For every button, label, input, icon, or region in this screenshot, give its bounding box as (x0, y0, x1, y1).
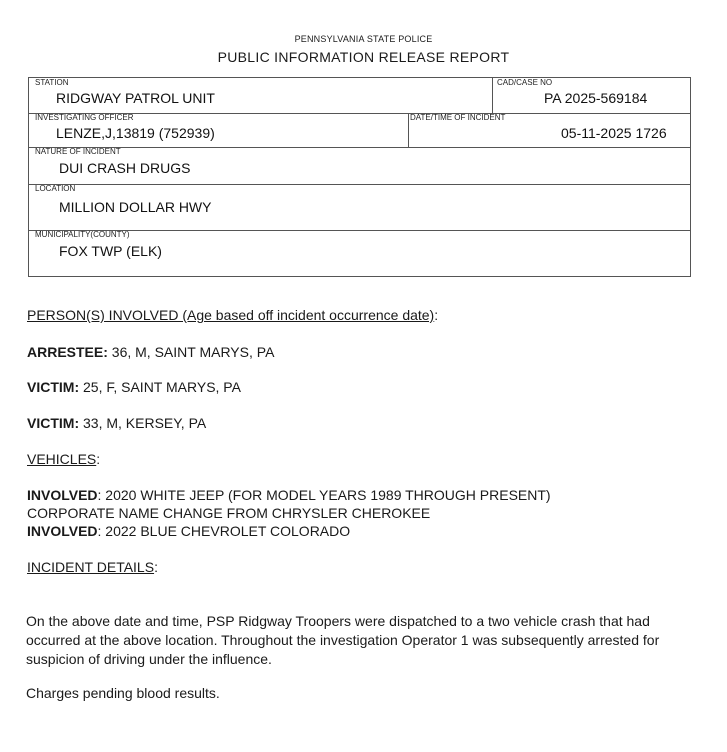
officer-label: INVESTIGATING OFFICER (35, 113, 134, 122)
location-value: MILLION DOLLAR HWY (59, 199, 212, 215)
report-title: PUBLIC INFORMATION RELEASE REPORT (217, 49, 510, 65)
arrestee-line (27, 344, 274, 361)
datetime-value: 05-11-2025 1726 (561, 125, 667, 141)
incident-info-form (28, 77, 691, 277)
station-label: STATION (35, 78, 69, 87)
column-divider (492, 78, 493, 113)
vehicle-involved-label: INVOLVED (27, 487, 98, 503)
vehicle-1-value: : 2020 WHITE JEEP (FOR MODEL YEARS 1989 THROUGH PRESENT) (97, 487, 551, 503)
nature-value: DUI CRASH DRUGS (59, 160, 191, 176)
vehicle-line-2 (27, 523, 350, 540)
victim-line-1 (27, 379, 241, 396)
details-heading: INCIDENT DETAILS (27, 559, 155, 575)
victim-label: VICTIM: (27, 379, 80, 395)
municipality-label: MUNICIPALITY(COUNTY) (35, 230, 130, 239)
incident-narrative: On the above date and time, PSP Ridgway Troopers were dispatched to a two vehicle crash that had occurred at the above location. Throughout the investigation Operator 1 was subsequently arrested for suspicion of driving under the influence. (26, 613, 660, 667)
column-divider (408, 113, 409, 147)
victim-line-2 (27, 415, 206, 432)
vehicle-line-1 (27, 487, 551, 504)
vehicles-heading: VEHICLES (27, 451, 97, 467)
arrestee-label: ARRESTEE: (27, 344, 108, 360)
municipality-value: FOX TWP (ELK) (59, 243, 162, 259)
station-value: RIDGWAY PATROL UNIT (56, 90, 215, 106)
victim-label: VICTIM: (27, 415, 80, 431)
datetime-label: DATE/TIME OF INCIDENT (410, 113, 506, 122)
victim-value: 33, M, KERSEY, PA (79, 415, 207, 431)
victim-value: 25, F, SAINT MARYS, PA (79, 379, 241, 395)
row-divider (29, 147, 690, 148)
vehicles-heading-line: VEHICLES: (27, 451, 101, 467)
cad-value: PA 2025-569184 (544, 90, 648, 106)
vehicle-line-1-cont: CORPORATE NAME CHANGE FROM CHRYSLER CHEROKEE (27, 505, 431, 521)
cad-label: CAD/CASE NO (497, 78, 553, 87)
arrestee-value: 36, M, SAINT MARYS, PA (107, 344, 275, 360)
details-heading-line: INCIDENT DETAILS: (27, 559, 158, 575)
officer-value: LENZE,J,13819 (752939) (56, 125, 215, 141)
nature-label: NATURE OF INCIDENT (35, 147, 121, 156)
charges-note: Charges pending blood results. (26, 685, 220, 701)
vehicle-involved-label: INVOLVED (27, 523, 98, 539)
agency-name: PENNSYLVANIA STATE POLICE (294, 34, 433, 44)
row-divider (29, 184, 690, 185)
location-label: LOCATION (35, 184, 76, 193)
vehicle-2-value: : 2022 BLUE CHEVROLET COLORADO (97, 523, 351, 539)
persons-heading-line: PERSON(S) INVOLVED (Age based off incident occurrence date): (27, 307, 439, 323)
persons-heading: PERSON(S) INVOLVED (Age based off incident occurrence date) (27, 307, 435, 323)
